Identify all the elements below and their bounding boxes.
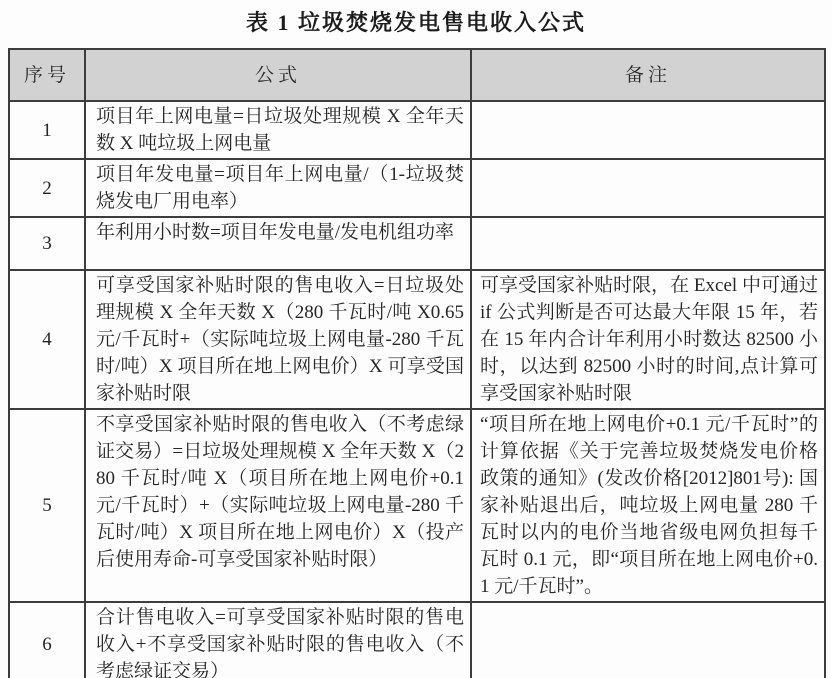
row-number-cell: 1 [9, 101, 85, 159]
remark-cell [471, 159, 825, 217]
row-number-cell: 4 [9, 270, 85, 409]
formula-cell: 年利用小时数=项目年发电量/发电机组功率 [85, 217, 471, 270]
table-header-row [9, 49, 825, 101]
remark-cell [471, 602, 825, 678]
table-row [9, 409, 825, 602]
formula-cell: 项目年上网电量=日垃圾处理规模 X 全年天数 X 吨垃圾上网电量 [85, 101, 471, 159]
formula-cell: 可享受国家补贴时限的售电收入=日垃圾处理规模 X 全年天数 X（280 千瓦时/吨 X0.65 元/千瓦时+（实际吨垃圾上网电量-280 千瓦时/吨）X 项目所在地上网电价）X 可享受国家补贴时限 [85, 270, 471, 409]
remark-cell [471, 101, 825, 159]
remark-cell: “项目所在地上网电价+0.1 元/千瓦时”的计算依据《关于完善垃圾焚烧发电价格政策的通知》(发改价格[2012]801号): 国家补贴退出后，吨垃圾上网电量 280 千瓦时以内的电价当地省级电网负担每千瓦时 0.1 元，即“项目所在地上网电价+0.1 元/千瓦时”。 [471, 409, 825, 602]
formula-cell: 合计售电收入=可享受国家补贴时限的售电收入+不享受国家补贴时限的售电收入（不考虑绿证交易） [85, 602, 471, 678]
table-row [9, 217, 825, 270]
row-number-cell: 3 [9, 217, 85, 270]
table-row [9, 602, 825, 678]
formula-cell: 项目年发电量=项目年上网电量/（1-垃圾焚烧发电厂用电率） [85, 159, 471, 217]
table-row [9, 270, 825, 409]
row-number-cell: 6 [9, 602, 85, 678]
formula-cell: 不享受国家补贴时限的售电收入（不考虑绿证交易）=日垃圾处理规模 X 全年天数 X（280 千瓦时/吨 X（项目所在地上网电价+0.1 元/千瓦时）+（实际吨垃圾上网电量-280 千瓦时/吨）X 项目所在地上网电价）X（投产后使用寿命-可享受国家补贴时限） [85, 409, 471, 602]
table-row [9, 101, 825, 159]
row-number-cell: 5 [9, 409, 85, 602]
remark-cell: 可享受国家补贴时限，在 Excel 中可通过 if 公式判断是否可达最大年限 15 年，若在 15 年内合计年利用小时数达 82500 小时，以达到 82500 小时的时间,点计算可享受国家补贴时限 [471, 270, 825, 409]
column-header-formula: 公式 [85, 49, 471, 101]
remark-cell [471, 217, 825, 270]
table-row [9, 159, 825, 217]
table-title: 表 1 垃圾焚烧发电售电收入公式 [245, 10, 586, 35]
formula-table [8, 48, 826, 678]
row-number-cell: 2 [9, 159, 85, 217]
column-header-no: 序号 [9, 49, 85, 101]
column-header-remark: 备注 [471, 49, 825, 101]
